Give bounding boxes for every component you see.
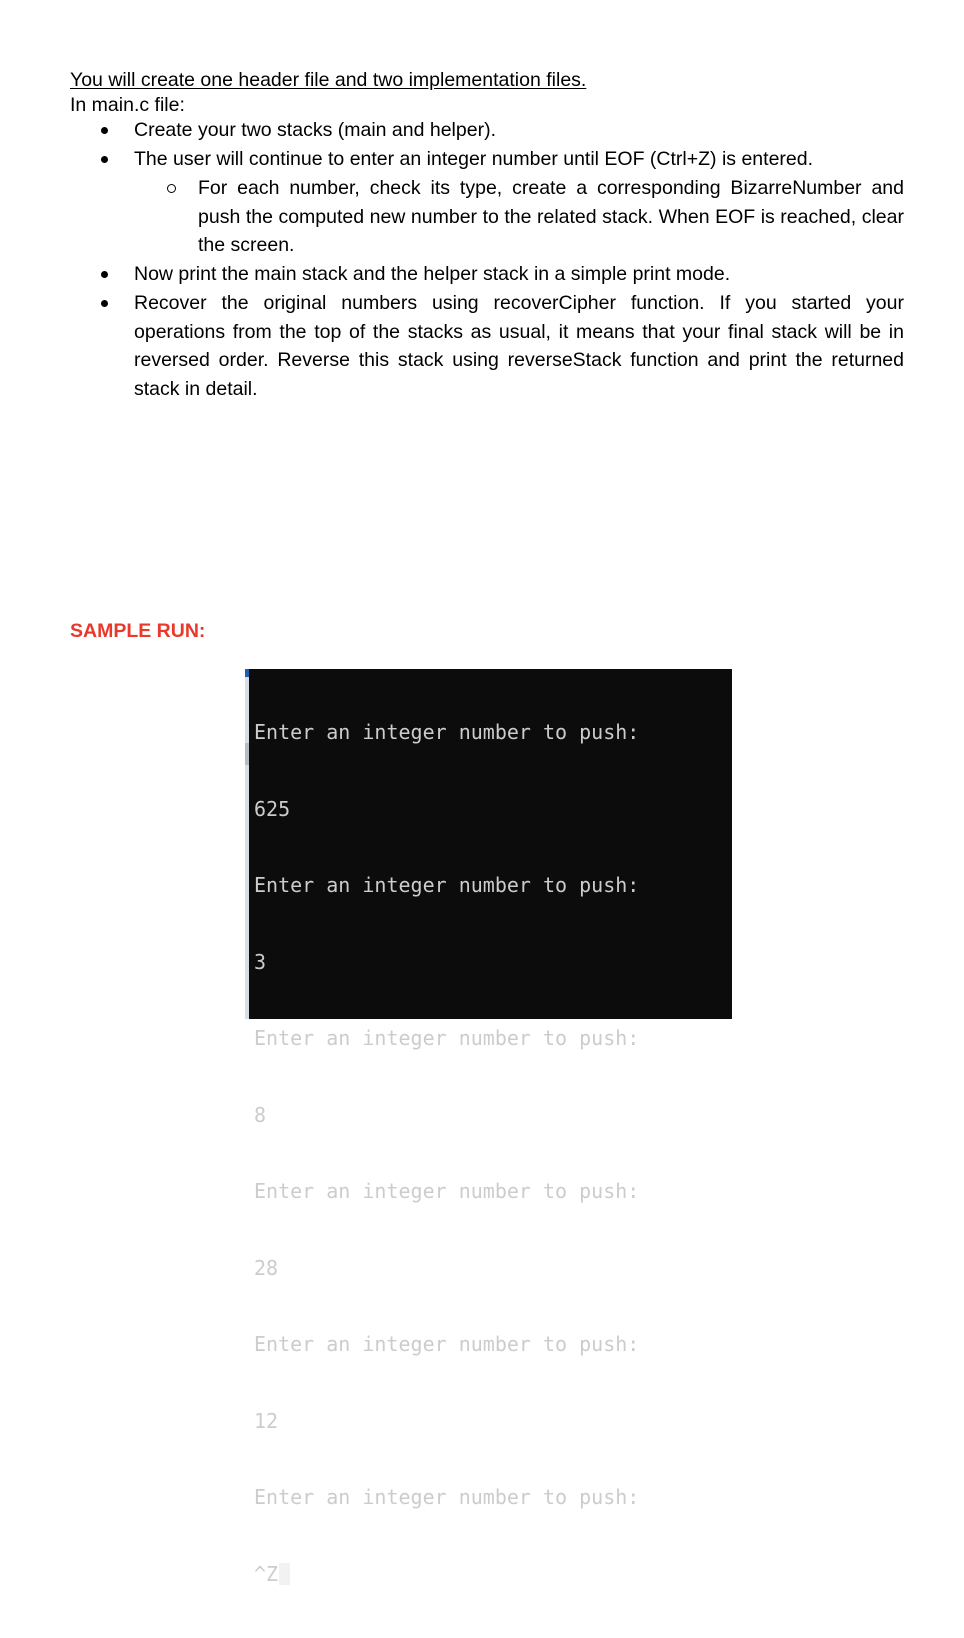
list-item-text: Create your two stacks (main and helper). <box>134 119 496 141</box>
sample-run-label: SAMPLE RUN: <box>70 620 206 642</box>
console-line: 28 <box>254 1255 279 1280</box>
console-line: Enter an integer number to push: <box>254 1332 640 1356</box>
console-line: 12 <box>254 1408 279 1433</box>
list-item-text: Now print the main stack and the helper stack in a simple print mode. <box>134 263 731 285</box>
section-subheading: In main.c file: <box>70 94 185 116</box>
console-screenshot <box>245 669 732 1586</box>
bullet-icon <box>101 127 108 134</box>
bullet-icon <box>101 271 108 278</box>
section-heading: You will create one header file and two implementation files. <box>70 69 587 91</box>
bullet-icon <box>101 156 108 163</box>
list-item <box>134 260 904 289</box>
list-item-text: Recover the original numbers using recoverCipher function. If you started your operations from the top of the stacks as usual, it means that your final stack will be in reversed order. Reverse this stack using reverseStack function and print the returned stack in detail. <box>134 292 904 400</box>
console-line: 625 <box>254 796 291 821</box>
list-item <box>134 145 904 174</box>
console-line: 3 <box>254 949 267 974</box>
console-prompt-line[interactable] <box>254 1562 639 1588</box>
sub-list-item <box>198 174 904 260</box>
console-line: 8 <box>254 1102 267 1127</box>
console-edge-notch <box>245 743 249 765</box>
console-line: Enter an integer number to push: <box>254 1179 640 1203</box>
list-item <box>134 116 904 145</box>
console-focus-marker <box>245 669 249 677</box>
bullet-icon <box>101 300 108 307</box>
console-line: Enter an integer number to push: <box>254 720 640 744</box>
list-item-text: The user will continue to enter an integer number until EOF (Ctrl+Z) is entered. <box>134 148 814 170</box>
list-item <box>134 289 904 403</box>
console-line: Enter an integer number to push: <box>254 1026 640 1050</box>
hollow-bullet-icon <box>167 184 176 193</box>
text-cursor-icon <box>279 1563 290 1585</box>
console-line: Enter an integer number to push: <box>254 873 640 897</box>
console-input-text: ^Z <box>254 1561 279 1586</box>
console-output <box>254 669 639 1638</box>
console-line: Enter an integer number to push: <box>254 1485 640 1509</box>
sub-list-item-text: For each number, check its type, create a corresponding BizarreNumber and push the computed new number to the related stack. When EOF is reached, clear the screen. <box>198 177 904 257</box>
